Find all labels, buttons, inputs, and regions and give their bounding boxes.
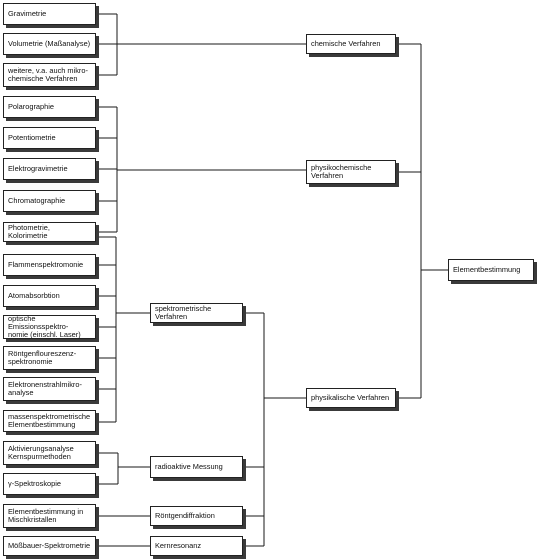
method-roentgenfloureszenz: Röntgenfloureszenz- spektronomie	[3, 346, 96, 370]
root-elementbestimmung: Elementbestimmung	[448, 259, 534, 281]
method-aktivierungsanalyse: Aktivierungsanalyse Kernspurmethoden	[3, 441, 96, 465]
group-chemisch: chemische Verfahren	[306, 34, 396, 54]
method-atomabsorbtion: Atomabsorbtion	[3, 285, 96, 307]
method-photometrie: Photometrie, Kolorimetrie	[3, 222, 96, 242]
group-kernresonanz: Kernresonanz	[150, 536, 243, 556]
group-roentgendiffraktion: Röntgendiffraktion	[150, 506, 243, 526]
method-emissionsspektronomie: optische Emissionsspektro- nomie (einschl. Laser)	[3, 315, 96, 339]
method-mikrochemisch: weitere, v.a. auch mikro- chemische Verfahren	[3, 63, 96, 87]
method-flammenspektromonie: Flammenspektromonie	[3, 254, 96, 276]
method-polarographie: Polarographie	[3, 96, 96, 118]
method-elektronenstrahl: Elektronenstrahlmikro- analyse	[3, 377, 96, 401]
method-gamma-spektroskopie: γ-Spektroskopie	[3, 473, 96, 495]
method-massenspektrometrie: massenspektrometrische Elementbestimmung	[3, 410, 96, 432]
method-potentiometrie: Potentiometrie	[3, 127, 96, 149]
group-spektrometrisch: spektrometrische Verfahren	[150, 303, 243, 323]
method-mischkristalle: Elementbestimmung in Mischkristallen	[3, 504, 96, 528]
method-volumetrie: Volumetrie (Maßanalyse)	[3, 33, 96, 55]
method-gravimetrie: Gravimetrie	[3, 3, 96, 25]
group-physikalisch: physikalische Verfahren	[306, 388, 396, 408]
group-radioaktiv: radioaktive Messung	[150, 456, 243, 478]
method-moessbauer: Mößbauer-Spektrometrie	[3, 536, 96, 556]
group-physikochemisch: physikochemische Verfahren	[306, 160, 396, 184]
method-chromatographie: Chromatographie	[3, 190, 96, 212]
method-elektrogravimetrie: Elektrogravimetrie	[3, 158, 96, 180]
